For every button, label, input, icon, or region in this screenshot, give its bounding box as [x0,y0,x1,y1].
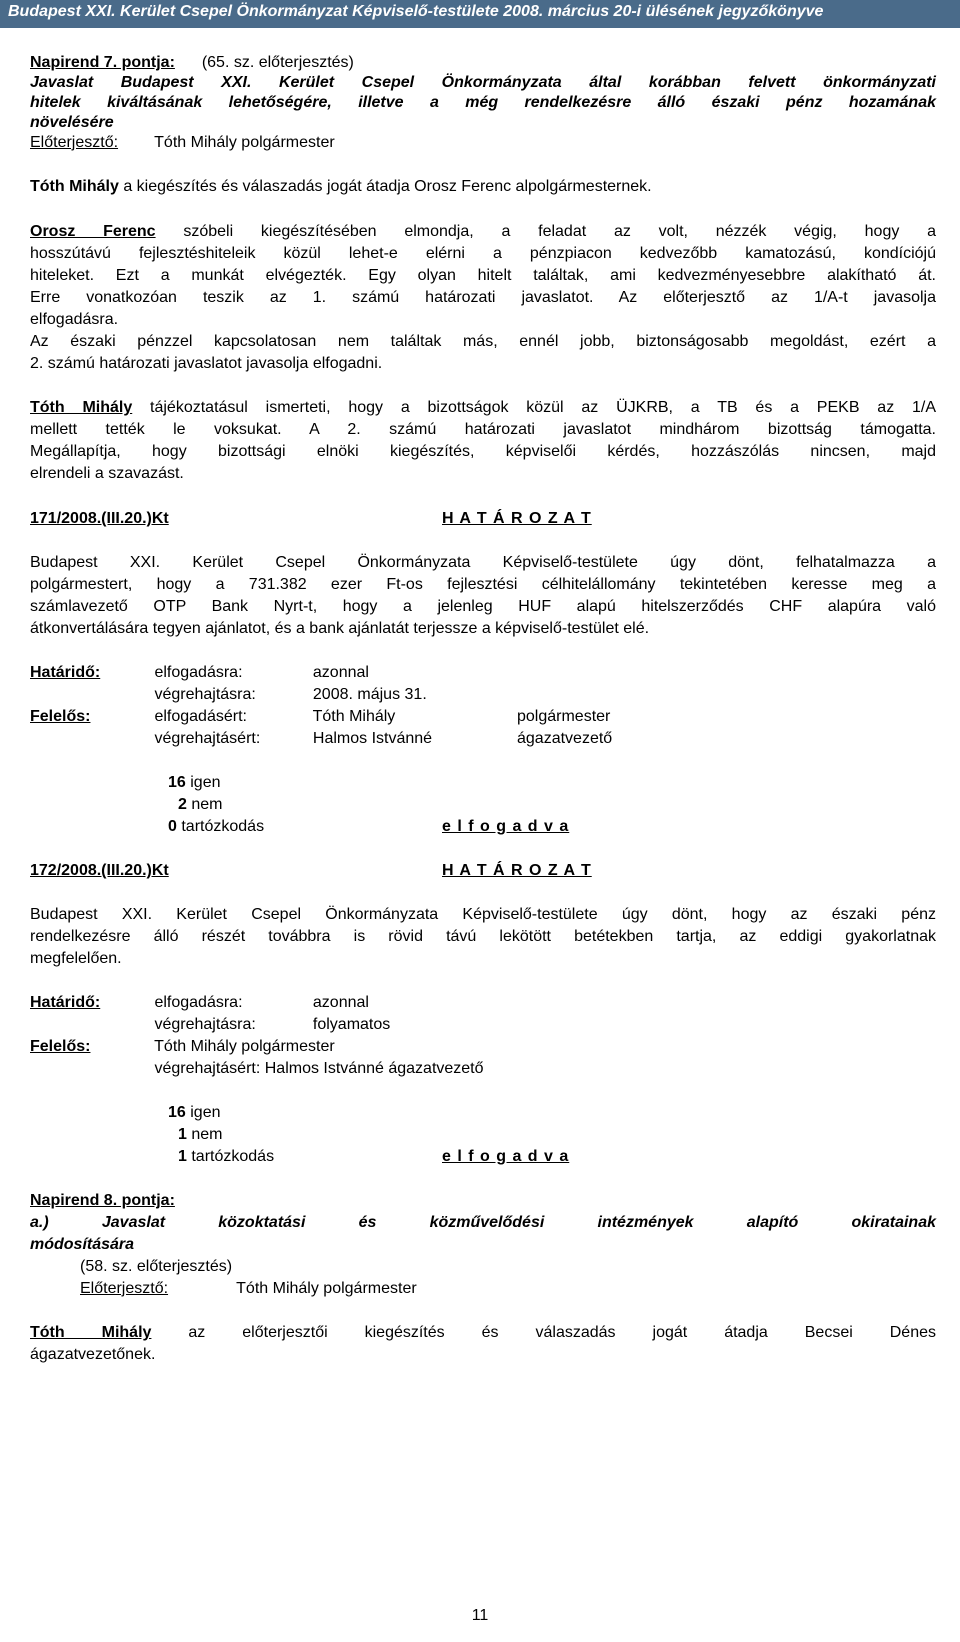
resolution-number: 172/2008.(III.20.)Kt [30,862,169,879]
resolution-171-heading [30,508,936,530]
page-number: 11 [471,1607,489,1624]
agenda-item-8-label: Napirend 8. pontja: [30,1192,175,1209]
resolution-172-heading [30,860,936,882]
agenda-label: Napirend 7. pontja: [30,54,175,71]
deadline-row [30,684,936,706]
paragraph-text: szóbeli kiegészítésében elmondja, a feladat az volt, nézzék végig, hogy a [155,223,937,240]
presenter-label: Előterjesztő: [80,1280,169,1297]
vote-label: nem [186,796,223,813]
paragraph-text: a kiegészítés és válaszadás jogát átadja Orosz Ferenc alpolgármesternek. [118,178,652,195]
responsible-name: Halmos Istvánné [312,730,433,747]
deadline-type: elfogadásra: [154,994,243,1011]
speaker-name: Tóth Mihály [30,1324,152,1341]
vote-outcome: e l f o g a d v a [442,818,570,835]
paragraph-3-line: mellett tették le voksukat. A 2. számú határozati javaslatot mindhárom bizottság támogatta. [30,421,936,438]
resolution-text-line: polgármestert, hogy a 731.382 ezer Ft-os fejlesztési célhitelállomány tekintetében keresse meg a [30,576,936,593]
item-title-line: Javaslat Budapest XXI. Kerület Csepel Önkormányzata által korábban felvett önkormányzati [30,74,936,91]
presenter-line [80,1278,960,1300]
resolution-text-line: megfelelően. [30,950,122,967]
paragraph-2-line: hiteleket. Ezt a munkát elvégezték. Egy olyan hitelt találtak, ami kedvezményesebbre alakítható át. [30,267,936,284]
paragraph-2-line: Az északi pénzzel kapcsolatosan nem találtak más, ennél jobb, biztonságosabb megoldást, ezért a [30,333,936,350]
vote-count: 1 [178,1126,187,1143]
vote-count: 2 [178,796,187,813]
vote-label: igen [185,774,221,791]
item-title-line: módosítására [30,1236,135,1253]
paragraph-text: az előterjesztői kiegészítés és válaszadás jogát átadja Becsei Dénes [151,1324,937,1341]
paragraph-2-line: Erre vonatkozóan teszik az 1. számú határozati javaslatot. Az előterjesztő az 1/A-t javasolja [30,289,936,306]
vote-label: tartózkodás [186,1148,275,1165]
presenter-name: Tóth Mihály polgármester [154,134,335,151]
paragraph-2-line: 2. számú határozati javaslatot javasolja elfogadni. [30,355,383,372]
deadline-type: végrehajtásra: [154,1016,256,1033]
resolution-number: 171/2008.(III.20.)Kt [30,510,169,527]
responsible-role: polgármester [517,708,611,725]
item-title-line: növelésére [30,114,114,131]
speaker-name: Tóth Mihály [30,178,119,195]
responsible-text: végrehajtásért: Halmos Istvánné ágazatvezető [154,1060,484,1077]
proposal-ref: (65. sz. előterjesztés) [201,54,354,71]
running-header [0,0,960,28]
responsible-row [30,1036,936,1058]
responsible-text: Tóth Mihály polgármester [154,1038,335,1055]
responsible-type: elfogadásért: [154,708,247,725]
deadline-row [30,1014,936,1036]
vote-count: 0 [168,818,177,835]
responsible-label: Felelős: [30,708,91,725]
resolution-text-line: számlavezető OTP Bank Nyrt-t, hogy a jelenleg HUF alapú hitelszerződés CHF alapúra való [30,598,936,615]
paragraph-line [30,1322,936,1344]
paragraph-line: ágazatvezetőnek. [30,1346,156,1363]
paragraph-2-line [30,221,936,243]
resolution-text-line: Budapest XXI. Kerület Csepel Önkormányzata Képviselő-testülete úgy dönt, felhatalmazza a [30,554,936,571]
responsible-role: ágazatvezető [517,730,613,747]
paragraph-3-line: elrendeli a szavazást. [30,465,184,482]
paragraph-2-line: elfogadásra. [30,311,119,328]
vote-label: nem [186,1126,223,1143]
resolution-title: H A T Á R O Z A T [442,862,592,879]
presenter-line [30,132,936,154]
deadline-label: Határidő: [30,994,101,1011]
presenter-name: Tóth Mihály polgármester [236,1280,417,1297]
item-title-line: hitelek kiváltásának lehetőségére, illetve a még rendelkezésre álló északi pénz hozamának [30,94,936,111]
responsible-row [30,706,936,728]
item-title-line: a.) Javaslat közoktatási és közművelődési intézmények alapító okiratainak [30,1214,936,1231]
paragraph-3-line [30,397,936,419]
deadline-value: folyamatos [312,1016,391,1033]
deadline-value: 2008. május 31. [312,686,427,703]
proposal-ref: (58. sz. előterjesztés) [80,1258,233,1275]
responsible-row [30,728,936,750]
agenda-item-7-heading [30,52,936,74]
deadline-type: elfogadásra: [154,664,243,681]
deadline-row [30,992,936,1014]
vote-count: 1 [178,1148,187,1165]
deadline-label: Határidő: [30,664,101,681]
resolution-text-line: rendelkezésre álló részét továbbra is rövid távú lekötött betétekben tartja, az eddigi gyakorlatnak [30,928,936,945]
responsible-type: végrehajtásért: [154,730,261,747]
vote-count: 16 [168,1104,186,1121]
deadline-value: azonnal [312,664,369,681]
speaker-name: Orosz Ferenc [30,223,156,240]
responsible-name: Tóth Mihály [312,708,396,725]
paragraph-1 [30,176,936,198]
presenter-label: Előterjesztő: [30,134,119,151]
vote-count: 16 [168,774,186,791]
deadline-value: azonnal [312,994,369,1011]
deadline-row [30,662,936,684]
speaker-name: Tóth Mihály [30,399,133,416]
paragraph-text: tájékoztatásul ismerteti, hogy a bizottságok közül az ÜJKRB, a TB és a PEKB az 1/A [132,399,936,416]
vote-outcome: e l f o g a d v a [442,1148,570,1165]
resolution-title: H A T Á R O Z A T [442,510,592,527]
resolution-text-line: átkonvertálására tegyen ajánlatot, és a bank ajánlatát terjessze a képviselő-testület elé. [30,620,650,637]
responsible-row [30,1058,936,1080]
resolution-text-line: Budapest XXI. Kerület Csepel Önkormányzata Képviselő-testülete úgy dönt, hogy az északi pénz [30,906,936,923]
deadline-type: végrehajtásra: [154,686,256,703]
vote-label: tartózkodás [176,818,265,835]
responsible-label: Felelős: [30,1038,91,1055]
vote-label: igen [185,1104,221,1121]
paragraph-2-line: hosszútávú fejlesztéshiteleik közül lehet-e elérni a pénzpiacon kedvezőbb kamatozású, kondíciójú [30,245,936,262]
header-text: Budapest XXI. Kerület Csepel Önkormányzat Képviselő-testülete 2008. március 20-i ülésének jegyzőkönyve [8,3,824,20]
paragraph-3-line: Megállapítja, hogy bizottsági elnöki kiegészítés, képviselői kérdés, hozzászólás nincsen, majd [30,443,936,460]
